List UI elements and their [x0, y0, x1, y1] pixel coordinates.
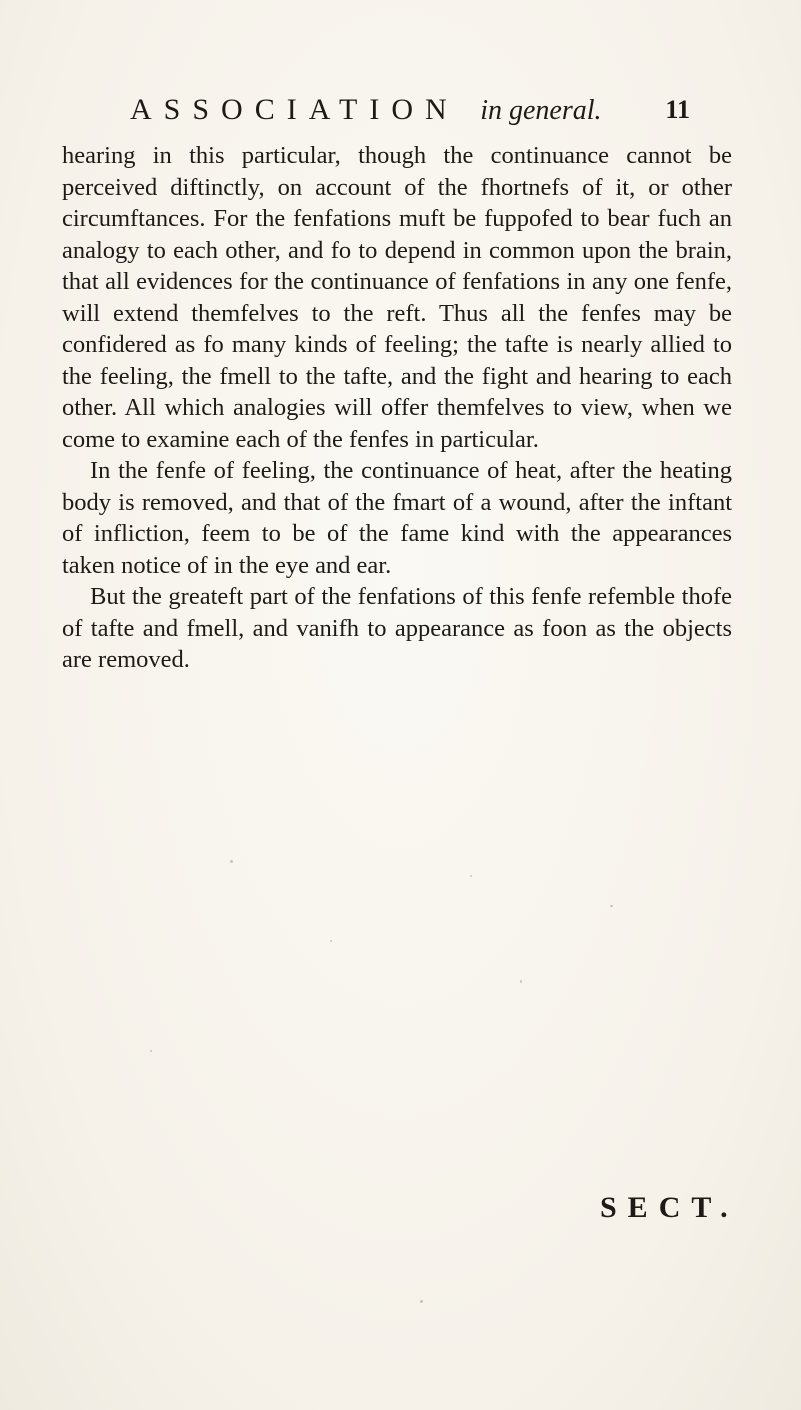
running-head: [130, 90, 690, 130]
paper-speck: [330, 940, 332, 942]
paragraph-2: In the fenfe of feeling, the continuance of heat, after the heating body is removed, and that of the fmart of a wound, after the inftant of infliction, feem to be of the fame kind with the appearances taken notice of in the eye and ear.: [62, 457, 732, 579]
page-number: 11: [665, 95, 690, 124]
running-head-title-text: ASSOCIATION: [130, 93, 459, 126]
paper-speck: [610, 905, 613, 907]
running-head-subtitle: in general.: [480, 95, 602, 126]
paragraph-1: hearing in this particular, though the continuance cannot be perceived diftinctly, on account of the fhortnefs of it, or other circumftances. For the fenfations muft be fuppofed to bear fuch an analogy to each other, and fo to depend in common upon the brain, that all evidences for the continuance of fenfations in any one fenfe, will extend themfelves to the reft. Thus all the fenfes may be confidered as fo many kinds of feeling; the tafte is nearly allied to the feeling, the fmell to the tafte, and the fight and hearing to each other. All which analogies will offer themfelves to view, when we come to examine each of the fenfes in particular.: [62, 142, 732, 453]
paper-speck: [520, 980, 522, 983]
paper-speck: [150, 1050, 152, 1052]
paper-speck: [230, 860, 233, 863]
catchword: SECT.: [600, 1191, 739, 1224]
paragraph-3: But the greateft part of the fenfations of this fenfe refemble thofe of tafte and fmell, and vanifh to appearance as foon as the objects are removed.: [62, 583, 732, 673]
body-text: [62, 140, 732, 676]
paper-speck: [420, 1300, 423, 1303]
running-head-title: [130, 90, 602, 131]
paper-speck: [470, 875, 472, 877]
